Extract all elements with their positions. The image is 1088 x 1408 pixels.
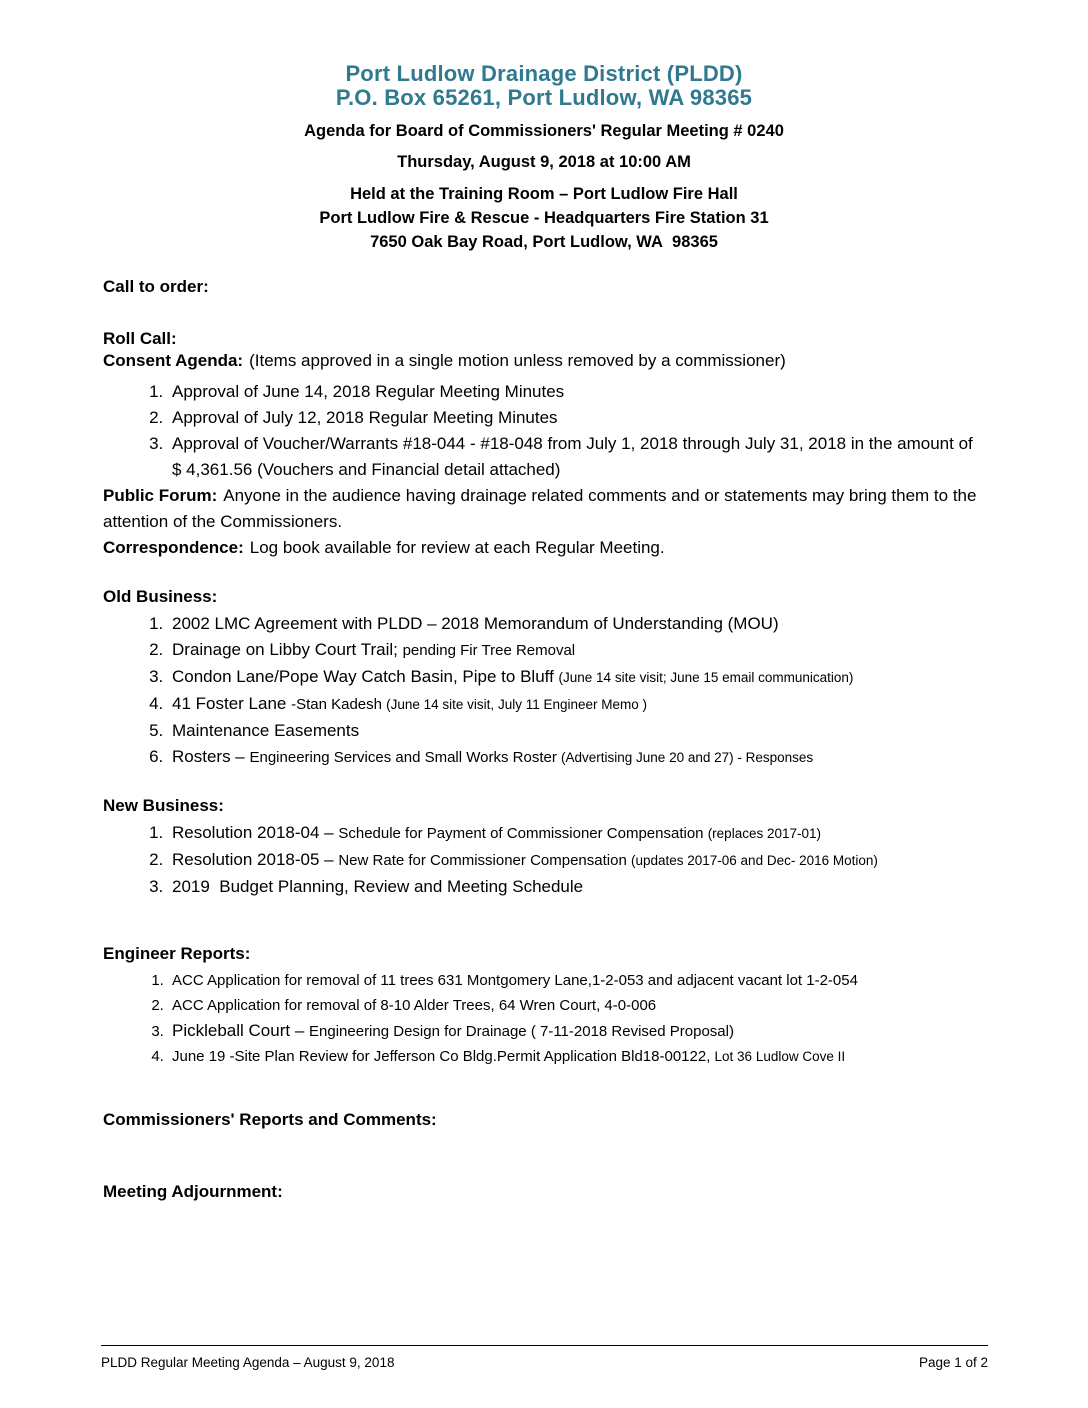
agenda-item-text: Rosters – xyxy=(172,747,250,766)
agenda-item-text: Pickleball Court – xyxy=(172,1021,310,1040)
section-correspondence xyxy=(103,535,985,561)
agenda-item xyxy=(168,718,985,744)
agenda-item xyxy=(168,664,985,691)
agenda-item-text: Resolution 2018-04 – xyxy=(172,823,339,842)
section-public-forum xyxy=(103,483,985,535)
footer-page-number: Page 1 of 2 xyxy=(918,1355,988,1370)
engineer-reports-list xyxy=(103,968,985,1069)
agenda-title: Agenda for Board of Commissioners' Regular Meeting # 0240 xyxy=(304,122,784,140)
agenda-item-text: June 19 -Site Plan Review for Jefferson Co Bldg.Permit Application Bld18-00122, xyxy=(172,1048,715,1065)
agenda-item xyxy=(168,993,985,1018)
consent-agenda-heading: Consent Agenda: xyxy=(103,351,244,370)
agenda-body xyxy=(103,278,985,1201)
agenda-item xyxy=(168,1044,985,1069)
agenda-item xyxy=(168,431,985,483)
section-consent-agenda xyxy=(103,348,985,374)
agenda-item-text: (June 14 site visit, July 11 Engineer Memo ) xyxy=(386,697,648,712)
agenda-item-text: 2019 Budget Planning, Review and Meeting Schedule xyxy=(172,877,584,896)
section-heading-meeting-adjournment: Meeting Adjournment: xyxy=(103,1182,283,1201)
agenda-item-text: Drainage on Libby Court Trail; xyxy=(172,640,403,659)
public-forum-heading: Public Forum: xyxy=(103,486,218,505)
agenda-item-text: Approval of July 12, 2018 Regular Meeting Minutes xyxy=(172,408,558,427)
agenda-item-text: (Advertising June 20 and 27) - Responses xyxy=(561,750,814,765)
agenda-item-text: ACC Application for removal of 11 trees 631 Montgomery Lane,1-2-053 and adjacent vacant lot 1-2-054 xyxy=(172,972,858,989)
location-line-2: Port Ludlow Fire & Rescue - Headquarters Fire Station 31 xyxy=(319,209,769,227)
agenda-item xyxy=(168,379,985,405)
section-heading-engineer-reports: Engineer Reports: xyxy=(103,944,251,963)
agenda-item-text: New Rate for Commissioner Compensation xyxy=(338,852,631,869)
agenda-item xyxy=(168,744,985,771)
agenda-item-text: ACC Application for removal of 8-10 Alder Trees, 64 Wren Court, 4-0-006 xyxy=(172,997,657,1014)
agenda-item-text: (replaces 2017-01) xyxy=(707,826,822,841)
agenda-item-text: Approval of Voucher/Warrants #18-044 - #18-048 from July 1, 2018 through July 31, 2018 in the amount of $ 4,361.56 (Vouchers and Financial detail attached) xyxy=(172,434,973,479)
agenda-item xyxy=(168,611,985,637)
public-forum-text: Anyone in the audience having drainage related comments and or statements may bring them to the attention of the Commissioners. xyxy=(103,486,977,531)
section-heading-roll-call: Roll Call: xyxy=(103,329,177,348)
section-heading-call-to-order: Call to order: xyxy=(103,277,209,296)
consent-agenda-note: (Items approved in a single motion unless removed by a commissioner) xyxy=(249,351,786,370)
section-heading-old-business: Old Business: xyxy=(103,587,218,606)
agenda-item-text: (updates 2017-06 and Dec- 2016 Motion) xyxy=(630,853,878,868)
footer-document-title: PLDD Regular Meeting Agenda – August 9, 2018 xyxy=(101,1355,395,1370)
agenda-item-text: 2002 LMC Agreement with PLDD – 2018 Memorandum of Understanding (MOU) xyxy=(172,614,779,633)
agenda-item xyxy=(168,691,985,718)
new-business-list xyxy=(103,820,985,900)
agenda-item-text: Resolution 2018-05 – xyxy=(172,850,339,869)
agenda-item xyxy=(168,405,985,431)
agenda-item-text: Lot 36 Ludlow Cove II xyxy=(714,1049,846,1064)
agenda-item-text: Engineering Services and Small Works Roster xyxy=(249,749,562,766)
agenda-item xyxy=(168,968,985,993)
org-name: Port Ludlow Drainage District (PLDD) xyxy=(345,61,743,86)
agenda-item xyxy=(168,637,985,664)
page-footer xyxy=(101,1345,988,1371)
meeting-location xyxy=(103,182,985,254)
agenda-item-text: 41 Foster Lane xyxy=(172,694,292,713)
correspondence-text: Log book available for review at each Regular Meeting. xyxy=(249,538,665,557)
agenda-item-text: -Stan Kadesh xyxy=(291,696,387,713)
agenda-item-text: Engineering Design for Drainage ( 7-11-2018 Revised Proposal) xyxy=(309,1023,734,1040)
meeting-datetime: Thursday, August 9, 2018 at 10:00 AM xyxy=(397,153,691,171)
agenda-item-text: Condon Lane/Pope Way Catch Basin, Pipe to Bluff xyxy=(172,667,559,686)
agenda-item xyxy=(168,874,985,900)
agenda-item xyxy=(168,1018,985,1044)
consent-agenda-list xyxy=(103,379,985,483)
agenda-item-text: Maintenance Easements xyxy=(172,721,360,740)
document-header xyxy=(103,62,985,254)
correspondence-heading: Correspondence: xyxy=(103,538,244,557)
section-heading-commissioners-reports: Commissioners' Reports and Comments: xyxy=(103,1110,437,1129)
agenda-item xyxy=(168,820,985,847)
old-business-list xyxy=(103,611,985,771)
agenda-item-text: Approval of June 14, 2018 Regular Meeting Minutes xyxy=(172,382,565,401)
section-heading-new-business: New Business: xyxy=(103,796,224,815)
agenda-item-text: Schedule for Payment of Commissioner Compensation xyxy=(338,825,708,842)
agenda-item xyxy=(168,847,985,874)
location-line-1: Held at the Training Room – Port Ludlow Fire Hall xyxy=(350,185,738,203)
org-address: P.O. Box 65261, Port Ludlow, WA 98365 xyxy=(335,85,753,110)
location-line-3: 7650 Oak Bay Road, Port Ludlow, WA 98365 xyxy=(370,233,718,251)
agenda-item-text: (June 14 site visit; June 15 email communication) xyxy=(558,670,854,685)
agenda-item-text: pending Fir Tree Removal xyxy=(402,642,576,659)
